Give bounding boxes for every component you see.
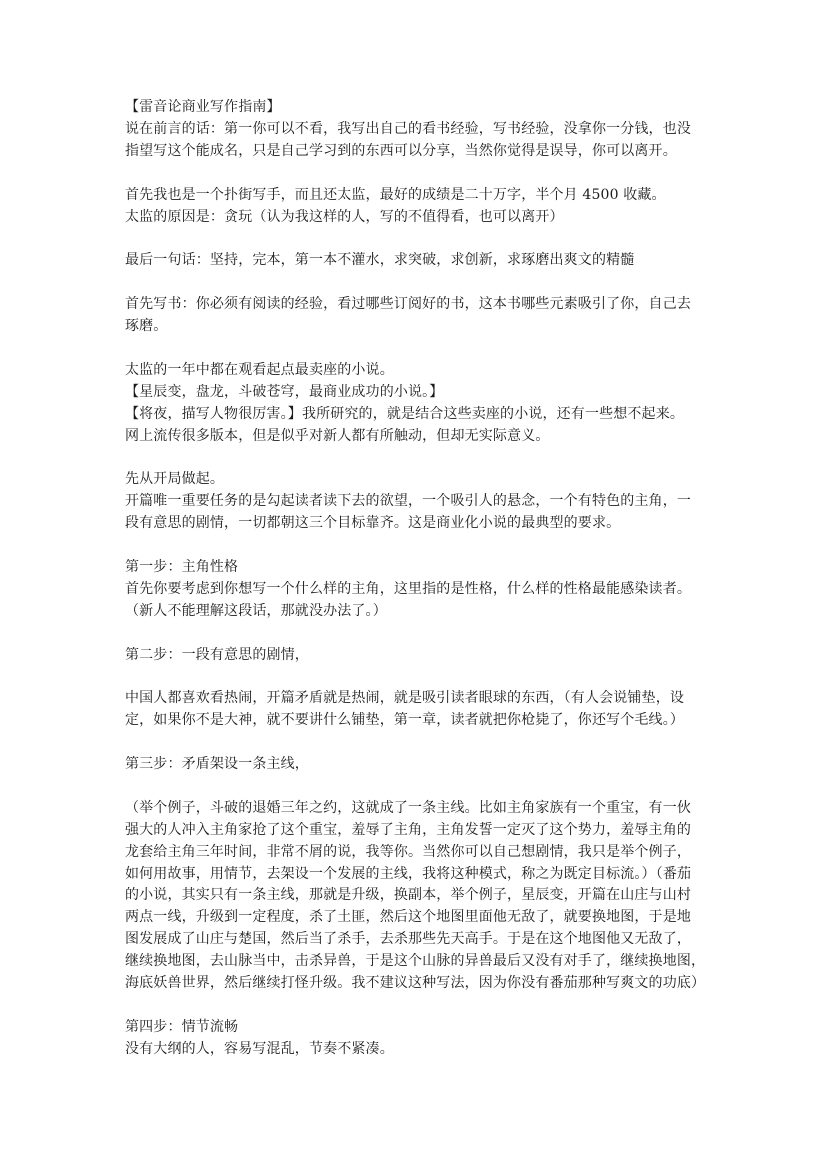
text-line: 琢磨。	[125, 318, 168, 335]
document-page	[125, 97, 705, 1083]
text-line: 的小说，其实只有一条主线，那就是升级，换副本，举个例子，星辰变，开篇在山庄与山村	[125, 887, 691, 904]
text-line: 首先你要考虑到你想写一个什么样的主角，这里指的是性格，什么样的性格最能感染读者。	[125, 580, 691, 597]
paragraph	[125, 754, 705, 776]
paragraph	[125, 688, 705, 732]
text-line: 中国人都喜欢看热闹，开篇矛盾就是热闹，就是吸引读者眼球的东西，（有人会说铺垫，设	[125, 690, 684, 707]
text-line: 第二步：一段有意思的剧情，	[125, 646, 309, 663]
paragraph	[125, 557, 705, 623]
text-line: 首先写书：你必须有阅读的经验，看过哪些订阅好的书，这本书哪些元素吸引了你，自己去	[125, 296, 691, 313]
text-line: 第三步：矛盾架设一条主线，	[125, 756, 309, 773]
text-line: 定，如果你不是大神，就不要讲什么铺垫，第一章，读者就把你枪毙了，你还写个毛线。）	[125, 712, 684, 729]
text-line: 龙套给主角三年时间，非常不屑的说，我等你。当然你可以自己想剧情，我只是举个例子，	[125, 843, 691, 860]
text-line: 强大的人冲入主角家抢了这个重宝，羞辱了主角，主角发誓一定灭了这个势力，羞辱主角的	[125, 821, 691, 838]
text-line: 第一步：主角性格	[125, 558, 239, 575]
text-line: 太监的一年中都在观看起点最卖座的小说。	[125, 361, 394, 378]
text-line: 网上流传很多版本，但是似乎对新人都有所触动，但却无实际意义。	[125, 427, 550, 444]
paragraph	[125, 798, 705, 995]
text-line: 指望写这个能成名，只是自己学习到的东西可以分享，当然你觉得是误导，你可以离开。	[125, 142, 677, 159]
text-line: 海底妖兽世界，然后继续打怪升级。我不建议这种写法，因为你没有番茄那种写爽文的功底）	[125, 975, 706, 992]
text-line: 继续换地图，去山脉当中，击杀异兽，于是这个山脉的异兽最后又没有对手了，继续换地图，	[125, 953, 706, 970]
paragraph	[125, 1017, 705, 1061]
text-line: （举个例子，斗破的退婚三年之约，这就成了一条主线。比如主角家族有一个重宝，有一伙	[125, 799, 691, 816]
paragraph	[125, 645, 705, 667]
text-line: 太监的原因是：贪玩（认为我这样的人，写的不值得看，也可以离开）	[125, 208, 564, 225]
text-line: 如何用故事，用情节，去架设一个发展的主线，我将这种模式，称之为既定目标流。）（番茄	[125, 865, 692, 882]
text-line: 没有大纲的人，容易写混乱，节奏不紧凑。	[125, 1040, 394, 1057]
text-line: 首先我也是一个扑街写手，而且还太监，最好的成绩是二十万字，半个月 4500 收藏。	[125, 186, 666, 203]
text-line: 【雷音论商业写作指南】	[125, 99, 281, 115]
text-line: 两点一线，升级到一定程度，杀了土匪，然后这个地图里面他无敌了，就要换地图，于是地	[125, 909, 691, 926]
paragraph	[125, 250, 705, 272]
text-line: 说在前言的话：第一你可以不看，我写出自己的看书经验，写书经验，没拿你一分钱，也没	[125, 120, 691, 137]
paragraph	[125, 294, 705, 338]
text-line: 图发展成了山庄与楚国，然后当了杀手，去杀那些先天高手。于是在这个地图他又无敌了，	[125, 931, 691, 948]
text-line: 【将夜，描写人物很厉害。】我所研究的，就是结合这些卖座的小说，还有一些想不起来。	[125, 405, 684, 422]
text-line: 最后一句话：坚持，完本，第一本不灌水，求突破，求创新，求琢磨出爽文的精髓	[125, 252, 635, 269]
paragraph	[125, 97, 705, 163]
paragraph	[125, 360, 705, 448]
text-line: 先从开局做起。	[125, 471, 225, 488]
text-line: （新人不能理解这段话，那就没办法了。）	[125, 602, 387, 619]
text-line: 第四步：情节流畅	[125, 1018, 239, 1035]
text-line: 段有意思的剧情，一切都朝这三个目标靠齐。这是商业化小说的最典型的要求。	[125, 515, 621, 532]
text-line: 【星辰变，盘龙，斗破苍穹，最商业成功的小说。】	[125, 383, 444, 400]
paragraph	[125, 185, 705, 229]
text-line: 开篇唯一重要任务的是勾起读者读下去的欲望，一个吸引人的悬念，一个有特色的主角，一	[125, 493, 691, 510]
paragraph	[125, 469, 705, 535]
